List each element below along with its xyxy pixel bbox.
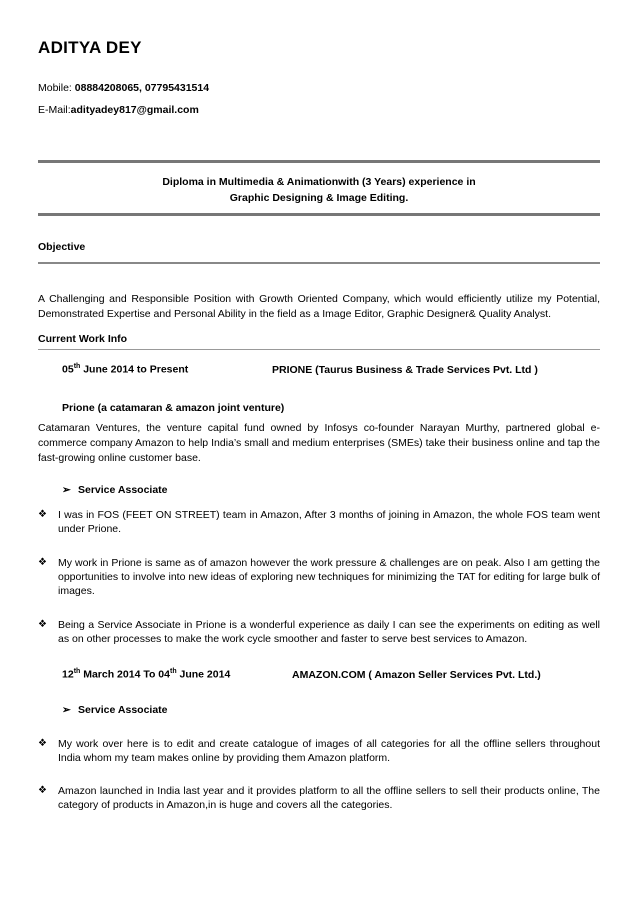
list-item	[38, 618, 600, 646]
diamond-bullet-icon: ❖	[38, 738, 47, 749]
mobile-value: 08884208065, 07795431514	[74, 82, 210, 94]
job1-description: Catamaran Ventures, the venture capital fund owned by Infosys co-founder Narayan Murthy, partnered global e-commerce company Amazon to help India’s small and medium enterprises (SMEs) take their business online and tap the fast-growing online customer base.	[38, 422, 600, 464]
diamond-bullet-icon: ❖	[38, 557, 47, 568]
job2-mid: March 2014 To 04	[80, 668, 170, 681]
email-value: adityadey817@gmail.com	[70, 104, 199, 116]
objective-heading: Objective	[38, 241, 86, 253]
list-item	[38, 556, 600, 598]
list-item	[38, 508, 600, 536]
job1-role-label: Service Associate	[78, 484, 168, 496]
candidate-name: ADITYA DEY	[38, 38, 142, 57]
job2-company: AMAZON.COM ( Amazon Seller Services Pvt. Ltd.)	[292, 669, 541, 681]
job2-role	[62, 704, 168, 716]
job1-dates-rest: June 2014 to Present	[80, 363, 189, 376]
summary-line-1: Diploma in Multimedia & Animationwith (3 Years) experience in	[162, 176, 476, 188]
divider	[38, 349, 600, 350]
objective-text: A Challenging and Responsible Position with Growth Oriented Company, which would efficiently utilize my Potential, Demonstrated Expertise and Personal Ability in the field as a Image Editor, Graphic Designer& Quality Analyst.	[38, 293, 600, 320]
job1-day-sup: th	[73, 363, 81, 370]
job2-sup1: th	[73, 668, 81, 675]
divider	[38, 213, 600, 216]
job1-subtitle: Prione (a catamaran & amazon joint venture)	[62, 402, 285, 414]
job2-sup2: th	[169, 668, 177, 675]
email-line	[38, 104, 199, 116]
job2-dates	[62, 668, 230, 681]
mobile-line	[38, 82, 209, 94]
arrow-bullet-icon: ➢	[62, 704, 71, 716]
email-label: E-Mail:	[38, 104, 71, 116]
divider	[38, 262, 600, 264]
divider	[38, 160, 600, 163]
diamond-bullet-icon: ❖	[38, 509, 47, 520]
list-item	[38, 784, 600, 812]
work-heading: Current Work Info	[38, 333, 128, 345]
job1-company: PRIONE (Taurus Business & Trade Services Pvt. Ltd )	[272, 364, 538, 376]
mobile-label: Mobile:	[38, 82, 75, 94]
bullet-text: My work over here is to edit and create catalogue of images of all categories for all the offline sellers throughout India whom my team makes online by providing them Amazon platform.	[58, 738, 600, 764]
list-item	[38, 737, 600, 765]
job2-day1: 12	[62, 668, 74, 681]
job2-role-label: Service Associate	[78, 704, 168, 716]
diamond-bullet-icon: ❖	[38, 619, 47, 630]
diamond-bullet-icon: ❖	[38, 785, 47, 796]
job1-dates	[62, 363, 188, 376]
bullet-text: Amazon launched in India last year and it provides platform to all the offline sellers to sell their products online, The category of products in Amazon,in is huge and covers all the categories.	[58, 785, 600, 811]
bullet-text: I was in FOS (FEET ON STREET) team in Amazon, After 3 months of joining in Amazon, the whole FOS team went under Prione.	[58, 509, 600, 535]
summary-line-2: Graphic Designing & Image Editing.	[229, 192, 409, 204]
job2-end: June 2014	[176, 668, 231, 681]
job1-day: 05	[62, 363, 74, 376]
bullet-text: Being a Service Associate in Prione is a wonderful experience as daily I can see the experiments on editing as well as on other processes to make the work cycle smoother and faster to serve best services to Amazon.	[58, 619, 600, 645]
bullet-text: My work in Prione is same as of amazon however the work pressure & challenges are on peak. Also I am getting the opportunities to involve into new ideas of exploring new techniques for minimizing the TAT for editing for large bulk of images.	[58, 557, 600, 597]
arrow-bullet-icon: ➢	[62, 484, 71, 496]
job1-role	[62, 484, 168, 496]
